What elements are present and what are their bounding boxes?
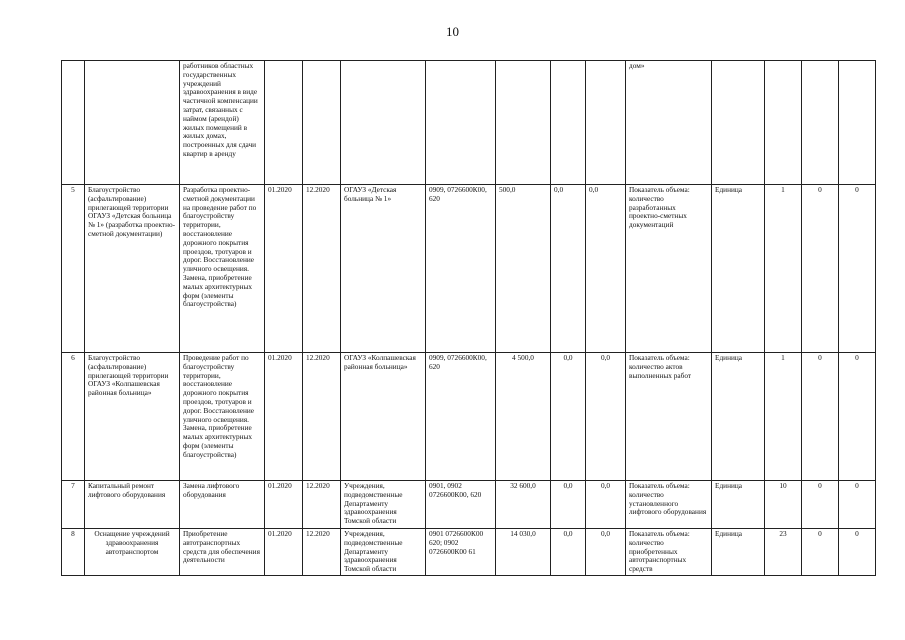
budget-code: 0909, 0726600К00, 620: [426, 353, 496, 481]
funding-year-2: 0,0: [551, 185, 586, 353]
start-date: 01.2020: [265, 353, 303, 481]
indicator-value-1: 23: [765, 529, 802, 576]
activity-action: Разработка проектно-сметной документации на проведение работ по благоустройству территории, восстановление дорожного покрытия проездов, тротуаров и дорог. Восстановление уличного освещения. Замена, приобретение малых архитектурных форм (элементы благоустройства): [180, 185, 265, 353]
row-number: 6: [62, 353, 85, 481]
executor: Учреждения, подведомственные Департаменту здравоохранения Томской области: [341, 529, 426, 576]
funding-amount: 500,0: [496, 185, 551, 353]
end-date: 12.2020: [303, 481, 341, 529]
budget-code: 0901 0726600К00 620; 0902 0726600К00 61: [426, 529, 496, 576]
row-number: 8: [62, 529, 85, 576]
table-row: [62, 529, 876, 576]
executor: ОГАУЗ «Детская больница № 1»: [341, 185, 426, 353]
program-table-wrapper: [61, 60, 876, 576]
indicator: Показатель объема: количество разработанных проектно-сметных документаций: [626, 185, 712, 353]
activity-action: работников областных государственных учреждений здравоохранения в виде частичной компенсации затрат, связанных с наймом (арендой) жилых помещений в жилых домах, построенных для сдачи квартир в аренду: [180, 61, 265, 185]
table-row: [62, 481, 876, 529]
executor: [341, 61, 426, 185]
indicator-value-2: 0: [802, 185, 839, 353]
unit: Единица: [712, 529, 765, 576]
start-date: 01.2020: [265, 481, 303, 529]
funding-year-3: 0,0: [586, 529, 626, 576]
row-number: [62, 61, 85, 185]
indicator-value-2: 0: [802, 529, 839, 576]
indicator-value-1: 10: [765, 481, 802, 529]
start-date: [265, 61, 303, 185]
activity-name: Благоустройство (асфальтирование) прилегающей территории ОГАУЗ «Колпашевская районная больница»: [85, 353, 180, 481]
indicator-value-2: 0: [802, 481, 839, 529]
indicator-value-2: 0: [802, 353, 839, 481]
funding-year-3: 0,0: [586, 481, 626, 529]
funding-year-3: 0,0: [586, 353, 626, 481]
program-activities-table: [61, 60, 876, 576]
indicator-value-1: 1: [765, 185, 802, 353]
funding-amount: 32 600,0: [496, 481, 551, 529]
table-row: [62, 185, 876, 353]
indicator-value-3: [839, 61, 876, 185]
indicator-value-3: 0: [839, 185, 876, 353]
funding-year-2: 0,0: [551, 481, 586, 529]
unit: Единица: [712, 185, 765, 353]
page-number: 10: [446, 24, 459, 39]
activity-action: Приобретение автотранспортных средств для обеспечения деятельности: [180, 529, 265, 576]
funding-year-2: 0,0: [551, 353, 586, 481]
budget-code: 0901, 0902 0726600К00, 620: [426, 481, 496, 529]
indicator-value-3: 0: [839, 353, 876, 481]
budget-code: [426, 61, 496, 185]
unit: [712, 61, 765, 185]
table-row: [62, 61, 876, 185]
start-date: 01.2020: [265, 185, 303, 353]
end-date: 12.2020: [303, 185, 341, 353]
budget-code: 0909, 0726600К00, 620: [426, 185, 496, 353]
funding-year-3: [586, 61, 626, 185]
activity-action: Проведение работ по благоустройству территории, восстановление дорожного покрытия проездов, тротуаров и дорог. Восстановление уличного освещения. Замена, приобретение малых архитектурных форм (элементы благоустройства): [180, 353, 265, 481]
indicator-value-1: [765, 61, 802, 185]
table-row: [62, 353, 876, 481]
end-date: [303, 61, 341, 185]
indicator: дом»: [626, 61, 712, 185]
end-date: 12.2020: [303, 529, 341, 576]
funding-amount: 14 030,0: [496, 529, 551, 576]
indicator-value-1: 1: [765, 353, 802, 481]
activity-name: [85, 61, 180, 185]
row-number: 5: [62, 185, 85, 353]
unit: Единица: [712, 481, 765, 529]
funding-amount: 4 500,0: [496, 353, 551, 481]
indicator: Показатель объема: количество актов выполненных работ: [626, 353, 712, 481]
indicator-value-3: 0: [839, 481, 876, 529]
executor: Учреждения, подведомственные Департаменту здравоохранения Томской области: [341, 481, 426, 529]
activity-name: Капитальный ремонт лифтового оборудования: [85, 481, 180, 529]
indicator-value-2: [802, 61, 839, 185]
indicator: Показатель объема: количество приобретенных автотранспортных средств: [626, 529, 712, 576]
funding-year-3: 0,0: [586, 185, 626, 353]
funding-amount: [496, 61, 551, 185]
executor: ОГАУЗ «Колпашевская районная больница»: [341, 353, 426, 481]
activity-name: Благоустройство (асфальтирование) прилегающей территории ОГАУЗ «Детская больница № 1» (разработка проектно-сметной документации): [85, 185, 180, 353]
activity-name: Оснащение учреждений здравоохранения автотранспортом: [85, 529, 180, 576]
end-date: 12.2020: [303, 353, 341, 481]
row-number: 7: [62, 481, 85, 529]
activity-action: Замена лифтового оборудования: [180, 481, 265, 529]
unit: Единица: [712, 353, 765, 481]
indicator: Показатель объема: количество установленного лифтового оборудования: [626, 481, 712, 529]
indicator-value-3: 0: [839, 529, 876, 576]
funding-year-2: 0,0: [551, 529, 586, 576]
funding-year-2: [551, 61, 586, 185]
start-date: 01.2020: [265, 529, 303, 576]
